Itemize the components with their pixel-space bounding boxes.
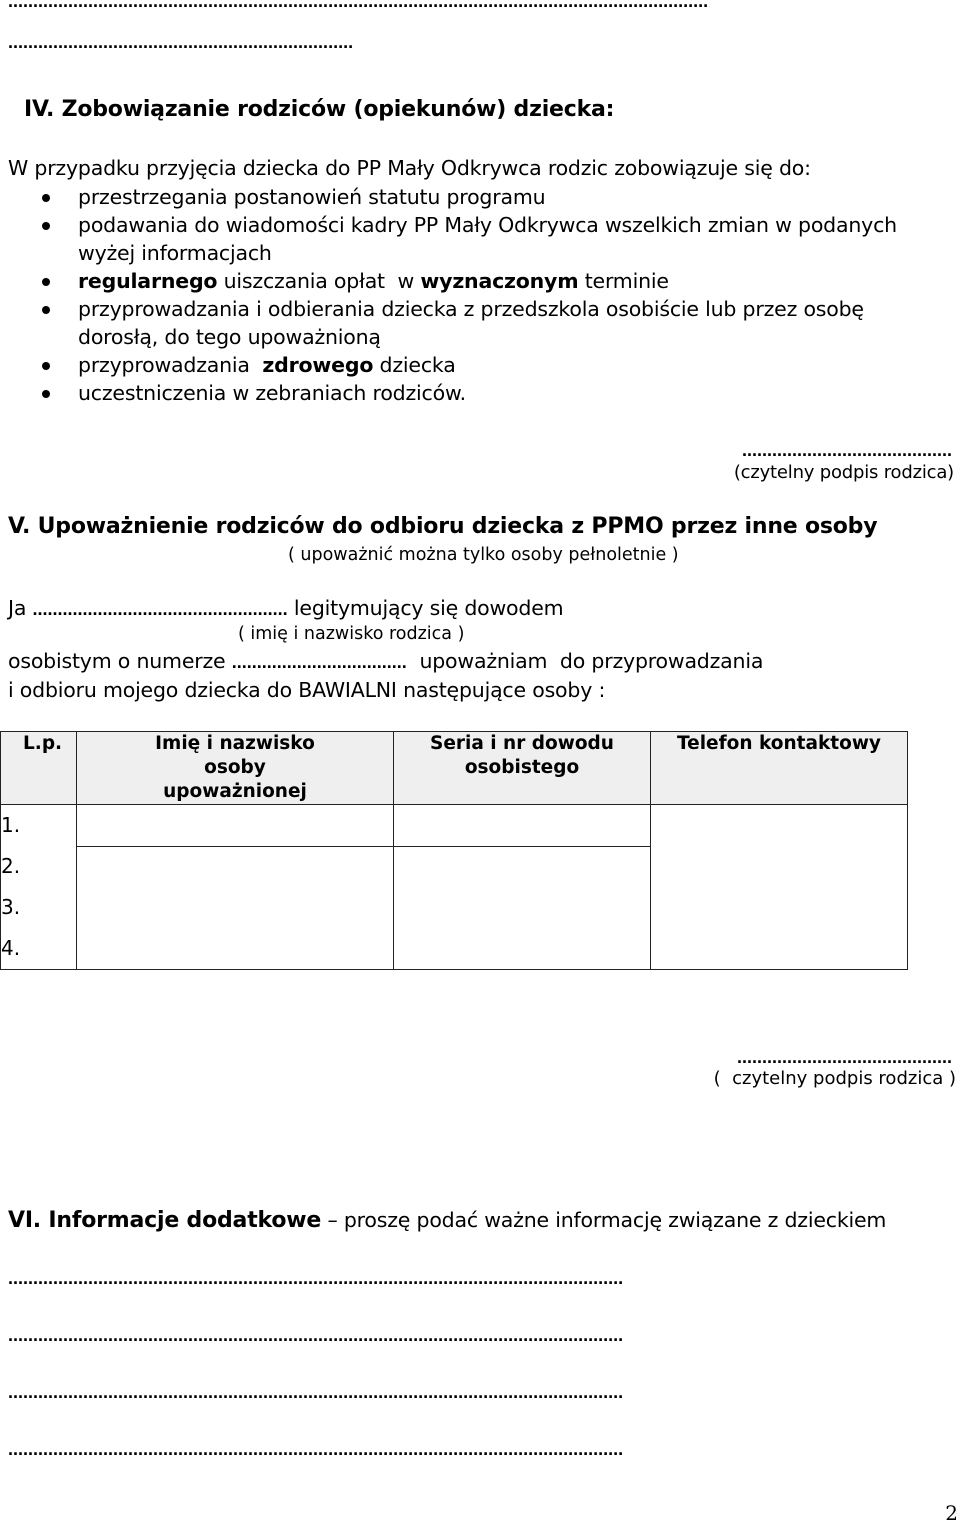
- section-4-intro: W przypadku przyjęcia dziecka do PP Mały Odkrywca rodzic zobowiązuje się do:: [8, 156, 811, 180]
- list-item-text: uiszczania opłat w: [217, 269, 421, 293]
- bullet-icon: [42, 390, 50, 398]
- top-dotted-line-1: ............................................................................................................................................: [8, 0, 709, 11]
- list-item-bold: zdrowego: [262, 353, 374, 377]
- header-name: [77, 732, 394, 805]
- obligations-list: [0, 183, 960, 407]
- row-number: 1.: [1, 805, 77, 847]
- info-dot-line-3[interactable]: ...........................................................................................................................: [8, 1382, 624, 1402]
- info-dot-line-1[interactable]: ...........................................................................................................................: [8, 1268, 624, 1288]
- list-item: [0, 211, 938, 267]
- list-item: [0, 183, 938, 211]
- section-6-text: proszę podać ważne informację związane z dzieckiem: [343, 1208, 887, 1232]
- info-dot-line-2[interactable]: ...........................................................................................................................: [8, 1325, 624, 1345]
- list-item-text: przyprowadzania i odbierania dziecka z przedszkola osobiście lub przez osobę: [78, 297, 864, 321]
- signature-label-1: (czytelny podpis rodzica): [733, 462, 954, 483]
- list-item-text: przyprowadzania: [78, 353, 263, 377]
- list-item: [0, 379, 938, 407]
- bullet-icon: [42, 362, 50, 370]
- row-number: 4.: [1, 928, 77, 970]
- name-cell[interactable]: [77, 805, 394, 847]
- signature-label-2: ( czytelny podpis rodzica ): [713, 1068, 956, 1089]
- section-6-line: [8, 1206, 886, 1235]
- row-number: 3.: [1, 887, 77, 928]
- table-header-row: [1, 732, 908, 805]
- page-number: 2: [945, 1501, 958, 1525]
- info-dot-line-4[interactable]: ...........................................................................................................................: [8, 1439, 624, 1459]
- bullet-icon: [42, 278, 50, 286]
- row-number: 2.: [1, 846, 77, 887]
- section-4-title: IV. Zobowiązanie rodziców (opiekunów) dziecka:: [24, 97, 615, 122]
- list-item-text: wyżej informacjach: [78, 241, 272, 265]
- list-item-text: dorosłą, do tego upoważnioną: [78, 325, 381, 349]
- bullet-icon: [42, 194, 50, 202]
- id-cell[interactable]: [394, 846, 651, 970]
- list-item-text: terminie: [578, 269, 669, 293]
- header-id: [394, 732, 651, 805]
- ja-line: [8, 594, 563, 622]
- section-5-title: V. Upoważnienie rodziców do odbioru dziecka z PPMO przez inne osoby: [8, 514, 878, 539]
- bullet-icon: [42, 306, 50, 314]
- bullet-icon: [42, 222, 50, 230]
- header-name-text: Imię i nazwisko osoby upoważnionej: [155, 733, 315, 802]
- header-lp: L.p.: [1, 732, 77, 805]
- top-dotted-line-2: .....................................................................: [8, 32, 354, 52]
- name-cell[interactable]: [77, 846, 394, 970]
- table-row: [1, 805, 908, 847]
- ja-dots: ...................................................: [32, 599, 288, 619]
- list-item: [0, 267, 938, 295]
- pickup-line: i odbioru mojego dziecka do BAWIALNI następujące osoby :: [8, 678, 606, 702]
- id-prefix: osobistym o numerze: [8, 649, 232, 673]
- parent-name-hint: ( imię i nazwisko rodzica ): [238, 624, 465, 644]
- list-item-text: przestrzegania postanowień statutu programu: [78, 185, 546, 209]
- list-item-bold: regularnego: [78, 269, 218, 293]
- header-phone: Telefon kontaktowy: [651, 732, 908, 805]
- id-dots: ...................................: [231, 652, 407, 672]
- list-item-text: uczestniczenia w zebraniach rodziców.: [78, 381, 466, 405]
- list-item-text: dziecka: [373, 353, 456, 377]
- id-line: [8, 647, 763, 675]
- section-5-subtitle: ( upoważnić można tylko osoby pełnoletnie ): [288, 545, 679, 565]
- authorized-persons-table: [0, 731, 908, 970]
- section-6-dash: –: [321, 1208, 344, 1232]
- list-item-bold: wyznaczonym: [420, 269, 579, 293]
- ja-suffix: legitymujący się dowodem: [287, 596, 564, 620]
- section-6-title: VI. Informacje dodatkowe: [8, 1208, 322, 1233]
- list-item: [0, 295, 938, 351]
- signature-dots-1: ..........................................: [741, 440, 952, 460]
- list-item: [0, 351, 938, 379]
- ja-prefix: Ja: [8, 596, 33, 620]
- header-id-text: Seria i nr dowodu osobistego: [430, 733, 614, 778]
- signature-dots-2: ...........................................: [736, 1047, 952, 1067]
- id-cell[interactable]: [394, 805, 651, 847]
- list-item-text: podawania do wiadomości kadry PP Mały Odkrywca wszelkich zmian w podanych: [78, 213, 897, 237]
- phone-cell[interactable]: [651, 805, 908, 970]
- id-suffix: upoważniam do przyprowadzania: [406, 649, 764, 673]
